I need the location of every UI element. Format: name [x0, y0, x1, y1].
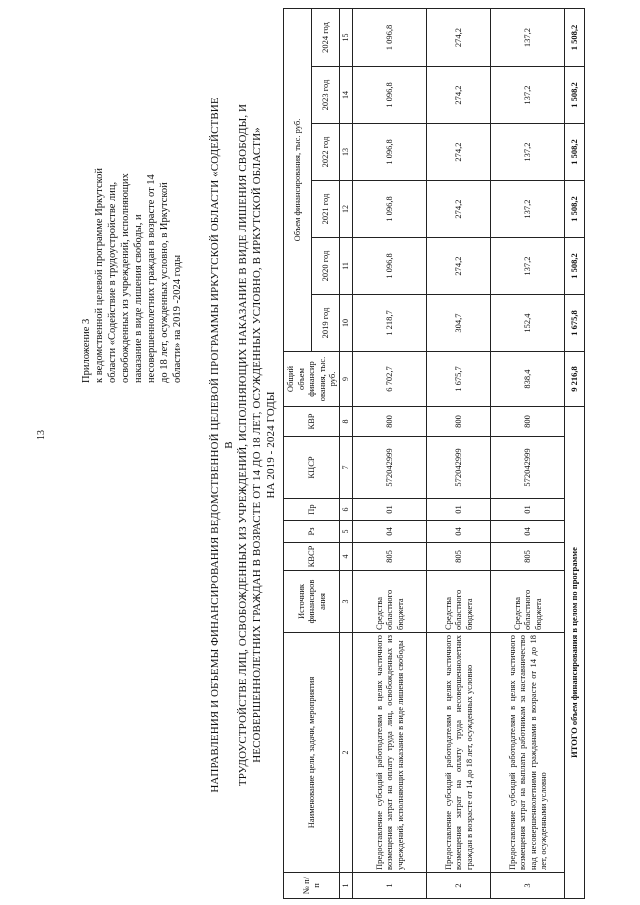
row-kvr: 800: [427, 407, 491, 437]
row-pr: 01: [427, 499, 491, 521]
index-cell: 14: [339, 67, 353, 124]
header-year: 2022 год: [311, 124, 339, 181]
index-cell: 7: [339, 437, 353, 499]
row-kvr: 800: [491, 407, 565, 437]
row-kcsr: 572042999: [427, 437, 491, 499]
row-source: Средства областного бюджета: [427, 571, 491, 633]
header-year: 2019 год: [311, 295, 339, 352]
header-pr: Пр: [284, 499, 340, 521]
table-row: [353, 9, 427, 899]
header-year: 2020 год: [311, 238, 339, 295]
appendix-line: области» на 2019 -2024 годы: [172, 254, 183, 383]
row-rz: 04: [427, 521, 491, 543]
row-num: 1: [353, 873, 427, 899]
document-title: [208, 95, 278, 795]
header-group: Объем финансирования, тыс. руб.: [284, 9, 312, 352]
row-year: 1 218,7: [353, 295, 427, 352]
appendix-line: наказание в виде лишения свободы, и: [133, 214, 144, 383]
total-year: 1 675,8: [565, 295, 585, 352]
row-year: 304,7: [427, 295, 491, 352]
appendix-block: [80, 93, 184, 383]
row-pr: 01: [491, 499, 565, 521]
total-year: 1 508,2: [565, 238, 585, 295]
appendix-line: области «Содействие в трудоустройстве лиц,: [107, 181, 118, 383]
header-source: Источник финансиров ания: [284, 571, 340, 633]
total-year: 1 508,2: [565, 9, 585, 67]
total-label: ИТОГО объем финансирования в целом по программе: [565, 407, 585, 899]
row-kcsr: 572042999: [353, 437, 427, 499]
row-name: Предоставление субсидий работодателям в целях частичного возмещения затрат на оплату труда несовершеннолетних граждан в возрасте от 14 до 18 лет, осужденных условно: [427, 633, 491, 873]
index-cell: 6: [339, 499, 353, 521]
row-year: 137,2: [491, 9, 565, 67]
row-kvsr: 805: [353, 543, 427, 571]
total-value: 9 216,8: [565, 352, 585, 407]
row-source: Средства областного бюджета: [353, 571, 427, 633]
index-cell: 12: [339, 181, 353, 238]
total-year: 1 508,2: [565, 67, 585, 124]
row-num: 2: [427, 873, 491, 899]
index-cell: 15: [339, 9, 353, 67]
header-year: 2023 год: [311, 67, 339, 124]
financing-table: [283, 8, 585, 899]
index-cell: 5: [339, 521, 353, 543]
appendix-line: освобожденных из учреждений, исполняющих: [120, 173, 131, 383]
row-year: 274,2: [427, 9, 491, 67]
row-year: 137,2: [491, 67, 565, 124]
header-rz: Рз: [284, 521, 340, 543]
index-cell: 10: [339, 295, 353, 352]
title-line: НА 2019 - 2024 ГОДЫ: [265, 391, 277, 499]
row-year: 137,2: [491, 238, 565, 295]
row-year: 274,2: [427, 238, 491, 295]
row-num: 3: [491, 873, 565, 899]
row-year: 1 096,8: [353, 67, 427, 124]
index-cell: 9: [339, 352, 353, 407]
title-line: НАПРАВЛЕНИЯ И ОБЪЕМЫ ФИНАНСИРОВАНИЯ ВЕДОМСТВЕННОЙ ЦЕЛЕВОЙ ПРОГРАММЫ ИРКУТСКОЙ ОБЛАСТИ «СОДЕЙСТВИЕ В: [209, 97, 235, 793]
header-row: [284, 9, 312, 899]
row-total: 6 702,7: [353, 352, 427, 407]
header-year: 2021 год: [311, 181, 339, 238]
appendix-line: Приложение 3: [81, 318, 92, 383]
header-kvr: КВР: [284, 407, 340, 437]
row-year: 1 096,8: [353, 124, 427, 181]
total-row: [565, 9, 585, 899]
header-total: Общий объем финансир ования, тыс. руб.: [284, 352, 340, 407]
header-kcsr: КЦСР: [284, 437, 340, 499]
row-kvsr: 805: [427, 543, 491, 571]
row-year: 1 096,8: [353, 181, 427, 238]
row-year: 137,2: [491, 181, 565, 238]
table-row: [427, 9, 491, 899]
row-name: Предоставление субсидий работодателям в целях частичного возмещения затрат на оплату труда лиц, освобожденных из учреждений, исполняющих наказание в виде лишения свободы: [353, 633, 427, 873]
row-total: 838,4: [491, 352, 565, 407]
total-year: 1 508,2: [565, 124, 585, 181]
row-year: 1 096,8: [353, 9, 427, 67]
header-num: № п/п: [284, 873, 340, 899]
row-kvsr: 805: [491, 543, 565, 571]
index-cell: 4: [339, 543, 353, 571]
page-number: 13: [36, 430, 47, 440]
row-total: 1 675,7: [427, 352, 491, 407]
row-name: Предоставление субсидий работодателям в целях частичного возмещения затрат на выплаты работникам за наставничество над несовершеннолетними гражданами в возрасте от 14 до 18 лет, осужденными условно: [491, 633, 565, 873]
header-name: Наименование цели, задачи, мероприятия: [284, 633, 340, 873]
row-kcsr: 572042999: [491, 437, 565, 499]
row-year: 274,2: [427, 181, 491, 238]
title-line: ТРУДОУСТРОЙСТВЕ ЛИЦ, ОСВОБОЖДЕННЫХ ИЗ УЧРЕЖДЕНИЙ, ИСПОЛНЯЮЩИХ НАКАЗАНИЕ В ВИДЕ ЛИШЕНИЯ СВОБОДЫ, И: [237, 103, 249, 787]
appendix-line: до 18 лет, осужденных условно, в Иркутской: [159, 182, 170, 383]
header-kvsr: КВСР: [284, 543, 340, 571]
title-line: НЕСОВЕРШЕННОЛЕТНИХ ГРАЖДАН В ВОЗРАСТЕ ОТ 14 ДО 18 ЛЕТ, ОСУЖДЕННЫХ УСЛОВНО, В ИРКУТСКОЙ ОБЛАСТИ»: [251, 127, 263, 763]
row-kvr: 800: [353, 407, 427, 437]
index-cell: 1: [339, 873, 353, 899]
index-cell: 11: [339, 238, 353, 295]
row-year: 1 096,8: [353, 238, 427, 295]
table-row: [491, 9, 565, 899]
row-rz: 04: [491, 521, 565, 543]
row-year: 274,2: [427, 67, 491, 124]
appendix-line: несовершеннолетних граждан в возрасте от 14: [146, 174, 157, 383]
index-cell: 3: [339, 571, 353, 633]
row-year: 137,2: [491, 124, 565, 181]
index-cell: 8: [339, 407, 353, 437]
row-source: Средства областного бюджета: [491, 571, 565, 633]
row-pr: 01: [353, 499, 427, 521]
index-cell: 2: [339, 633, 353, 873]
row-year: 274,2: [427, 124, 491, 181]
index-cell: 13: [339, 124, 353, 181]
index-row: [339, 9, 353, 899]
appendix-line: к ведомственной целевой программе Иркутской: [94, 167, 105, 383]
total-year: 1 508,2: [565, 181, 585, 238]
row-rz: 04: [353, 521, 427, 543]
header-year: 2024 год: [311, 9, 339, 67]
row-year: 152,4: [491, 295, 565, 352]
